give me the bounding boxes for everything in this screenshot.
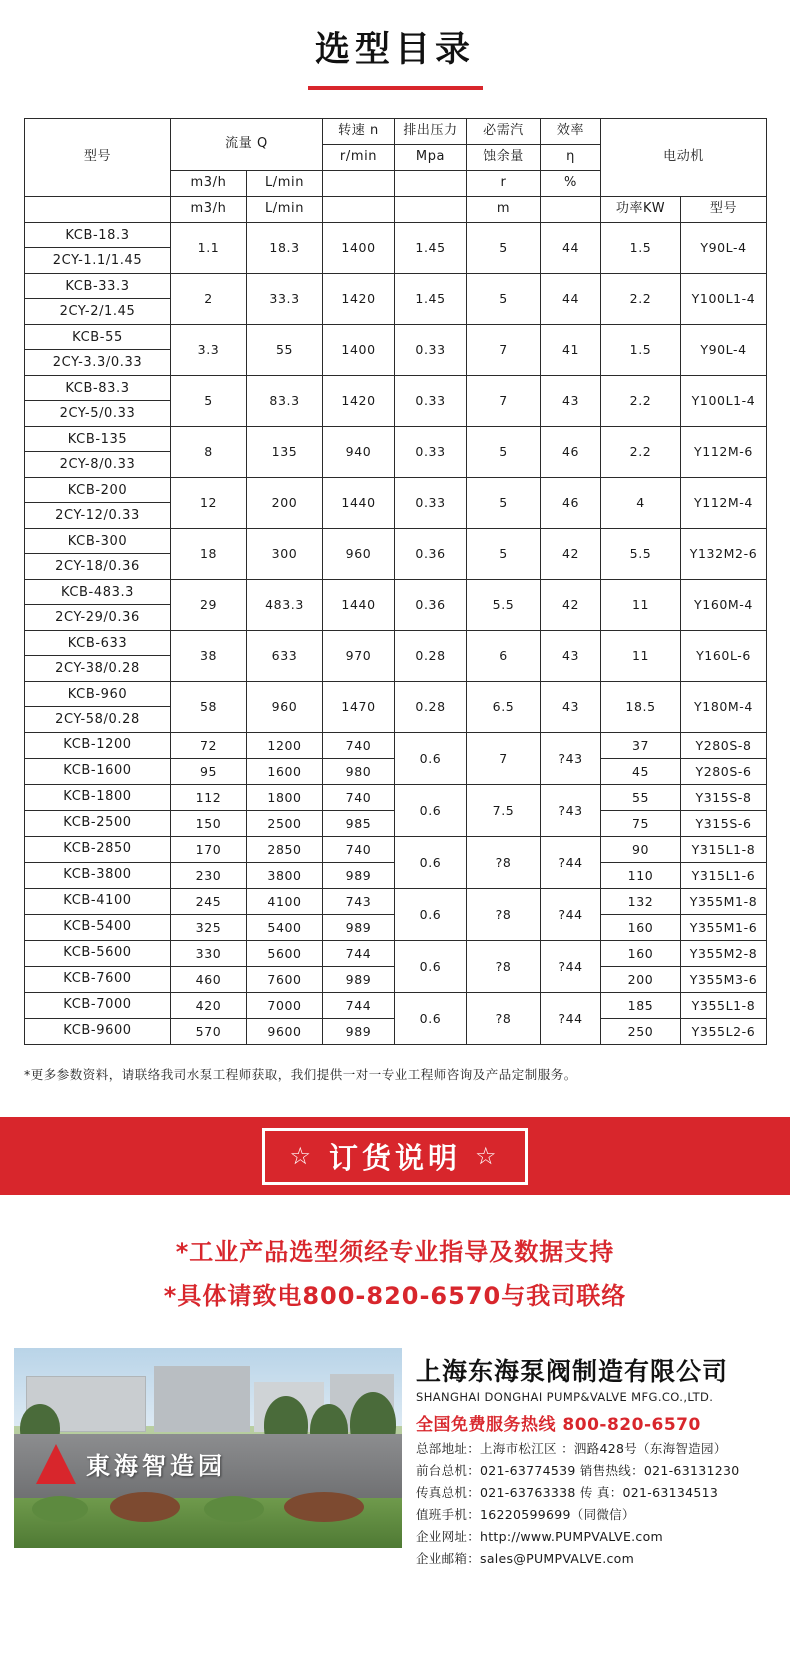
th-m3h: m3/h bbox=[171, 197, 247, 223]
order-banner bbox=[0, 1117, 790, 1195]
order-note-2: *具体请致电800-820-6570与我司联络 bbox=[163, 1282, 627, 1310]
cell-efficiency: 42 bbox=[541, 580, 601, 631]
cell-motor-power: 2.2 bbox=[601, 274, 681, 325]
cell-flow-lmin: 4100 bbox=[247, 889, 323, 915]
cell-speed: 980 bbox=[323, 759, 395, 785]
cell-npsh: 5 bbox=[467, 223, 541, 274]
cell-efficiency: ?43 bbox=[541, 785, 601, 837]
table-row bbox=[25, 223, 767, 274]
cell-motor-model: Y90L-4 bbox=[681, 223, 767, 274]
cell-pressure: 0.6 bbox=[395, 889, 467, 941]
cell-flow-lmin: 55 bbox=[247, 325, 323, 376]
cell-efficiency: 42 bbox=[541, 529, 601, 580]
cell-speed: 970 bbox=[323, 631, 395, 682]
cell-flow-m3h: 38 bbox=[171, 631, 247, 682]
cell-flow-lmin: 200 bbox=[247, 478, 323, 529]
cell-flow-m3h: 170 bbox=[171, 837, 247, 863]
cell-motor-model: Y355M1-8 bbox=[681, 889, 767, 915]
cell-motor-model: Y355M2-8 bbox=[681, 941, 767, 967]
table-row bbox=[25, 478, 767, 529]
model-label: 2CY-2/1.45 bbox=[59, 304, 136, 319]
cell-flow-m3h: 8 bbox=[171, 427, 247, 478]
cell-flow-lmin: 633 bbox=[247, 631, 323, 682]
cell-flow-m3h: 150 bbox=[171, 811, 247, 837]
cell-pressure: 0.28 bbox=[395, 631, 467, 682]
cell-efficiency: ?44 bbox=[541, 993, 601, 1045]
cell-npsh: 7 bbox=[467, 376, 541, 427]
cell-efficiency: ?44 bbox=[541, 889, 601, 941]
cell-motor-power: 1.5 bbox=[601, 223, 681, 274]
th-model-blank bbox=[25, 197, 171, 223]
cell-motor-model: Y160M-4 bbox=[681, 580, 767, 631]
th-flow-unit-m3h: m3/h bbox=[171, 171, 247, 197]
cell-efficiency: 43 bbox=[541, 376, 601, 427]
table-row bbox=[25, 529, 767, 580]
th-motor: 电动机 bbox=[601, 119, 767, 197]
cell-motor-power: 200 bbox=[601, 967, 681, 993]
cell-flow-lmin: 2500 bbox=[247, 811, 323, 837]
cell-motor-power: 110 bbox=[601, 863, 681, 889]
cell-flow-lmin: 1200 bbox=[247, 733, 323, 759]
cell-motor-power: 90 bbox=[601, 837, 681, 863]
cell-speed: 1420 bbox=[323, 376, 395, 427]
cell-speed: 989 bbox=[323, 863, 395, 889]
company-name-en: SHANGHAI DONGHAI PUMP&VALVE MFG.CO.,LTD. bbox=[416, 1390, 714, 1404]
table-row bbox=[25, 682, 767, 733]
cell-model: KCB-1200 bbox=[25, 733, 171, 759]
cell-motor-power: 18.5 bbox=[601, 682, 681, 733]
model-label: 2CY-12/0.33 bbox=[55, 508, 140, 523]
cell-flow-lmin: 2850 bbox=[247, 837, 323, 863]
cell-flow-m3h: 18 bbox=[171, 529, 247, 580]
cell-motor-power: 4 bbox=[601, 478, 681, 529]
cell-flow-lmin: 33.3 bbox=[247, 274, 323, 325]
cell-model bbox=[25, 631, 171, 682]
model-label: KCB-300 bbox=[25, 529, 170, 554]
cell-model: KCB-3800 bbox=[25, 863, 171, 889]
cell-model: KCB-2500 bbox=[25, 811, 171, 837]
cell-motor-model: Y100L1-4 bbox=[681, 376, 767, 427]
th-npsh-cn: 必需汽 bbox=[467, 119, 541, 145]
table-header-row-1 bbox=[25, 119, 767, 145]
th-pressure-cn: 排出压力 bbox=[395, 119, 467, 145]
company-phones: 前台总机：021-63774539 销售热线：021-63131230 bbox=[416, 1463, 740, 1478]
cell-flow-m3h: 245 bbox=[171, 889, 247, 915]
cell-pressure: 1.45 bbox=[395, 274, 467, 325]
photo-building-2 bbox=[154, 1366, 250, 1432]
cell-efficiency: ?43 bbox=[541, 733, 601, 785]
model-label: 2CY-38/0.28 bbox=[55, 661, 140, 676]
cell-model: KCB-1800 bbox=[25, 785, 171, 811]
cell-motor-model: Y160L-6 bbox=[681, 631, 767, 682]
cell-flow-m3h: 420 bbox=[171, 993, 247, 1019]
cell-model bbox=[25, 274, 171, 325]
cell-flow-m3h: 570 bbox=[171, 1019, 247, 1045]
table-row bbox=[25, 785, 767, 811]
cell-motor-power: 11 bbox=[601, 631, 681, 682]
cell-flow-lmin: 135 bbox=[247, 427, 323, 478]
model-label: KCB-135 bbox=[25, 427, 170, 452]
cell-flow-m3h: 330 bbox=[171, 941, 247, 967]
cell-flow-lmin: 1600 bbox=[247, 759, 323, 785]
cell-npsh: 5 bbox=[467, 274, 541, 325]
cell-speed: 989 bbox=[323, 915, 395, 941]
cell-flow-lmin: 7600 bbox=[247, 967, 323, 993]
cell-motor-model: Y280S-8 bbox=[681, 733, 767, 759]
spec-table-container bbox=[0, 90, 790, 1045]
th-speed-blank bbox=[323, 171, 395, 197]
table-row bbox=[25, 941, 767, 967]
cell-flow-lmin: 18.3 bbox=[247, 223, 323, 274]
cell-npsh: 7 bbox=[467, 733, 541, 785]
cell-speed: 940 bbox=[323, 427, 395, 478]
cell-pressure: 0.33 bbox=[395, 376, 467, 427]
company-website: 企业网址：http://www.PUMPVALVE.com bbox=[416, 1529, 664, 1544]
star-left-icon: ☆ bbox=[289, 1142, 315, 1170]
th-mpa-blank bbox=[395, 197, 467, 223]
th-eff-sym: η bbox=[541, 145, 601, 171]
cell-motor-power: 132 bbox=[601, 889, 681, 915]
th-motor-power: 功率KW bbox=[601, 197, 681, 223]
table-row bbox=[25, 274, 767, 325]
th-flow-unit-lmin: L/min bbox=[247, 171, 323, 197]
cell-pressure: 0.36 bbox=[395, 580, 467, 631]
cell-motor-power: 37 bbox=[601, 733, 681, 759]
cell-pressure: 0.6 bbox=[395, 993, 467, 1045]
cell-flow-lmin: 83.3 bbox=[247, 376, 323, 427]
cell-flow-lmin: 960 bbox=[247, 682, 323, 733]
cell-flow-m3h: 95 bbox=[171, 759, 247, 785]
cell-efficiency: 44 bbox=[541, 274, 601, 325]
cell-motor-model: Y355M1-6 bbox=[681, 915, 767, 941]
table-row bbox=[25, 427, 767, 478]
cell-npsh: ?8 bbox=[467, 941, 541, 993]
cell-efficiency: 43 bbox=[541, 631, 601, 682]
cell-model: KCB-7600 bbox=[25, 967, 171, 993]
th-lmin: L/min bbox=[247, 197, 323, 223]
table-row bbox=[25, 580, 767, 631]
cell-pressure: 0.6 bbox=[395, 785, 467, 837]
th-pressure-unit: Mpa bbox=[395, 145, 467, 171]
cell-npsh: ?8 bbox=[467, 837, 541, 889]
cell-efficiency: ?44 bbox=[541, 837, 601, 889]
company-name-cn: 上海东海泵阀制造有限公司 bbox=[416, 1357, 729, 1386]
cell-speed: 744 bbox=[323, 941, 395, 967]
cell-model bbox=[25, 325, 171, 376]
photo-bush-2 bbox=[110, 1492, 180, 1522]
cell-flow-lmin: 483.3 bbox=[247, 580, 323, 631]
cell-model: KCB-2850 bbox=[25, 837, 171, 863]
cell-speed: 1470 bbox=[323, 682, 395, 733]
page-header bbox=[0, 0, 790, 90]
company-fax: 传真总机：021-63763338 传 真：021-63134513 bbox=[416, 1485, 719, 1500]
model-label: 2CY-5/0.33 bbox=[59, 406, 136, 421]
cell-speed: 1400 bbox=[323, 325, 395, 376]
cell-flow-m3h: 12 bbox=[171, 478, 247, 529]
cell-flow-m3h: 1.1 bbox=[171, 223, 247, 274]
cell-speed: 985 bbox=[323, 811, 395, 837]
cell-efficiency: 44 bbox=[541, 223, 601, 274]
cell-motor-model: Y355L2-6 bbox=[681, 1019, 767, 1045]
cell-npsh: 7 bbox=[467, 325, 541, 376]
cell-motor-model: Y355M3-6 bbox=[681, 967, 767, 993]
table-footnote: *更多参数资料，请联络我司水泵工程师获取，我们提供一对一专业工程师咨询及产品定制服务。 bbox=[24, 1067, 577, 1082]
order-instructions bbox=[0, 1195, 790, 1342]
cell-motor-model: Y100L1-4 bbox=[681, 274, 767, 325]
table-header-row-4 bbox=[25, 197, 767, 223]
cell-model: KCB-9600 bbox=[25, 1019, 171, 1045]
th-rpm-blank bbox=[323, 197, 395, 223]
cell-flow-lmin: 7000 bbox=[247, 993, 323, 1019]
cell-pressure: 0.33 bbox=[395, 427, 467, 478]
cell-npsh: 5 bbox=[467, 427, 541, 478]
th-eff-blank bbox=[541, 197, 601, 223]
cell-motor-model: Y112M-6 bbox=[681, 427, 767, 478]
cell-flow-lmin: 1800 bbox=[247, 785, 323, 811]
company-info bbox=[416, 1348, 739, 1567]
cell-npsh: 5.5 bbox=[467, 580, 541, 631]
cell-model: KCB-4100 bbox=[25, 889, 171, 915]
cell-flow-lmin: 5600 bbox=[247, 941, 323, 967]
cell-motor-model: Y180M-4 bbox=[681, 682, 767, 733]
photo-bush-3 bbox=[204, 1496, 264, 1522]
model-label: KCB-55 bbox=[25, 325, 170, 350]
service-hotline: 全国免费服务热线 800-820-6570 bbox=[416, 1415, 701, 1435]
cell-motor-model: Y315S-8 bbox=[681, 785, 767, 811]
cell-speed: 743 bbox=[323, 889, 395, 915]
table-row bbox=[25, 993, 767, 1019]
cell-motor-model: Y132M2-6 bbox=[681, 529, 767, 580]
cell-efficiency: 43 bbox=[541, 682, 601, 733]
cell-motor-power: 11 bbox=[601, 580, 681, 631]
cell-npsh: ?8 bbox=[467, 889, 541, 941]
cell-efficiency: 41 bbox=[541, 325, 601, 376]
cell-flow-lmin: 300 bbox=[247, 529, 323, 580]
cell-speed: 740 bbox=[323, 837, 395, 863]
th-flow: 流量 Q bbox=[171, 119, 323, 171]
th-speed-cn: 转速 n bbox=[323, 119, 395, 145]
cell-flow-lmin: 5400 bbox=[247, 915, 323, 941]
order-banner-title: 订货说明 bbox=[328, 1140, 461, 1175]
cell-motor-model: Y355L1-8 bbox=[681, 993, 767, 1019]
order-note-1: *工业产品选型须经专业指导及数据支持 bbox=[175, 1238, 615, 1266]
cell-model bbox=[25, 529, 171, 580]
cell-flow-m3h: 325 bbox=[171, 915, 247, 941]
cell-speed: 740 bbox=[323, 733, 395, 759]
cell-flow-m3h: 230 bbox=[171, 863, 247, 889]
model-label: 2CY-8/0.33 bbox=[59, 457, 136, 472]
cell-model bbox=[25, 478, 171, 529]
table-row bbox=[25, 631, 767, 682]
cell-npsh: 6 bbox=[467, 631, 541, 682]
cell-motor-power: 250 bbox=[601, 1019, 681, 1045]
selection-spec-table bbox=[24, 118, 767, 1045]
cell-flow-lmin: 9600 bbox=[247, 1019, 323, 1045]
cell-pressure: 0.6 bbox=[395, 941, 467, 993]
cell-speed: 1440 bbox=[323, 580, 395, 631]
cell-flow-m3h: 5 bbox=[171, 376, 247, 427]
company-mobile: 值班手机：16220599699（同微信） bbox=[416, 1507, 635, 1522]
star-right-icon: ☆ bbox=[475, 1142, 501, 1170]
cell-npsh: ?8 bbox=[467, 993, 541, 1045]
th-motor-model: 型号 bbox=[681, 197, 767, 223]
cell-speed: 989 bbox=[323, 1019, 395, 1045]
cell-motor-model: Y315L1-6 bbox=[681, 863, 767, 889]
cell-flow-m3h: 29 bbox=[171, 580, 247, 631]
th-eff-cn: 效率 bbox=[541, 119, 601, 145]
table-row bbox=[25, 376, 767, 427]
th-npsh-m: m bbox=[467, 197, 541, 223]
cell-pressure: 1.45 bbox=[395, 223, 467, 274]
th-npsh-sym: r bbox=[467, 171, 541, 197]
th-speed-unit: r/min bbox=[323, 145, 395, 171]
cell-pressure: 0.6 bbox=[395, 837, 467, 889]
cell-motor-power: 185 bbox=[601, 993, 681, 1019]
cell-flow-m3h: 72 bbox=[171, 733, 247, 759]
cell-flow-m3h: 3.3 bbox=[171, 325, 247, 376]
footer bbox=[0, 1342, 790, 1593]
cell-model: KCB-5400 bbox=[25, 915, 171, 941]
cell-motor-model: Y315L1-8 bbox=[681, 837, 767, 863]
cell-motor-model: Y315S-6 bbox=[681, 811, 767, 837]
cell-motor-model: Y280S-6 bbox=[681, 759, 767, 785]
cell-motor-model: Y112M-4 bbox=[681, 478, 767, 529]
cell-speed: 740 bbox=[323, 785, 395, 811]
cell-flow-m3h: 460 bbox=[171, 967, 247, 993]
cell-model bbox=[25, 580, 171, 631]
model-label: 2CY-58/0.28 bbox=[55, 712, 140, 727]
cell-speed: 960 bbox=[323, 529, 395, 580]
cell-npsh: 5 bbox=[467, 529, 541, 580]
cell-motor-power: 2.2 bbox=[601, 376, 681, 427]
cell-model bbox=[25, 376, 171, 427]
table-row bbox=[25, 889, 767, 915]
cell-speed: 1420 bbox=[323, 274, 395, 325]
cell-efficiency: ?44 bbox=[541, 941, 601, 993]
model-label: KCB-200 bbox=[25, 478, 170, 503]
cell-npsh: 5 bbox=[467, 478, 541, 529]
th-pressure-blank bbox=[395, 171, 467, 197]
table-row bbox=[25, 733, 767, 759]
cell-model: KCB-5600 bbox=[25, 941, 171, 967]
cell-motor-model: Y90L-4 bbox=[681, 325, 767, 376]
th-model: 型号 bbox=[25, 119, 171, 197]
cell-efficiency: 46 bbox=[541, 427, 601, 478]
cell-model bbox=[25, 427, 171, 478]
cell-pressure: 0.36 bbox=[395, 529, 467, 580]
photo-bush-4 bbox=[284, 1492, 364, 1522]
cell-motor-power: 55 bbox=[601, 785, 681, 811]
cell-pressure: 0.33 bbox=[395, 325, 467, 376]
model-label: KCB-83.3 bbox=[25, 376, 170, 401]
model-label: 2CY-18/0.36 bbox=[55, 559, 140, 574]
cell-flow-m3h: 112 bbox=[171, 785, 247, 811]
company-email: 企业邮箱：sales@PUMPVALVE.com bbox=[416, 1551, 635, 1566]
model-label: KCB-483.3 bbox=[25, 580, 170, 605]
page-title: 选型目录 bbox=[314, 30, 475, 70]
cell-npsh: 6.5 bbox=[467, 682, 541, 733]
cell-motor-power: 160 bbox=[601, 915, 681, 941]
cell-motor-power: 45 bbox=[601, 759, 681, 785]
cell-motor-power: 2.2 bbox=[601, 427, 681, 478]
photo-wall-text: 東海智造园 bbox=[86, 1452, 226, 1480]
th-eff-percent: % bbox=[541, 171, 601, 197]
cell-speed: 744 bbox=[323, 993, 395, 1019]
cell-speed: 989 bbox=[323, 967, 395, 993]
cell-motor-power: 160 bbox=[601, 941, 681, 967]
cell-flow-m3h: 2 bbox=[171, 274, 247, 325]
cell-model: KCB-7000 bbox=[25, 993, 171, 1019]
model-label: 2CY-1.1/1.45 bbox=[52, 253, 143, 268]
cell-speed: 1400 bbox=[323, 223, 395, 274]
model-label: KCB-960 bbox=[25, 682, 170, 707]
cell-model: KCB-1600 bbox=[25, 759, 171, 785]
model-label: 2CY-3.3/0.33 bbox=[52, 355, 143, 370]
model-label: KCB-33.3 bbox=[25, 274, 170, 299]
cell-speed: 1440 bbox=[323, 478, 395, 529]
table-row bbox=[25, 325, 767, 376]
th-npsh-cn2: 蚀余量 bbox=[467, 145, 541, 171]
model-label: 2CY-29/0.36 bbox=[55, 610, 140, 625]
cell-pressure: 0.33 bbox=[395, 478, 467, 529]
cell-flow-m3h: 58 bbox=[171, 682, 247, 733]
cell-pressure: 0.28 bbox=[395, 682, 467, 733]
cell-npsh: 7.5 bbox=[467, 785, 541, 837]
model-label: KCB-18.3 bbox=[25, 223, 170, 248]
cell-model bbox=[25, 682, 171, 733]
cell-efficiency: 46 bbox=[541, 478, 601, 529]
photo-bush-1 bbox=[32, 1496, 88, 1522]
cell-motor-power: 1.5 bbox=[601, 325, 681, 376]
model-label: KCB-633 bbox=[25, 631, 170, 656]
company-address: 总部地址：上海市松江区 ：泗路428号（东海智造园） bbox=[416, 1441, 727, 1456]
table-row bbox=[25, 837, 767, 863]
factory-photo bbox=[14, 1348, 402, 1548]
cell-motor-power: 75 bbox=[601, 811, 681, 837]
cell-motor-power: 5.5 bbox=[601, 529, 681, 580]
cell-model bbox=[25, 223, 171, 274]
cell-flow-lmin: 3800 bbox=[247, 863, 323, 889]
cell-pressure: 0.6 bbox=[395, 733, 467, 785]
